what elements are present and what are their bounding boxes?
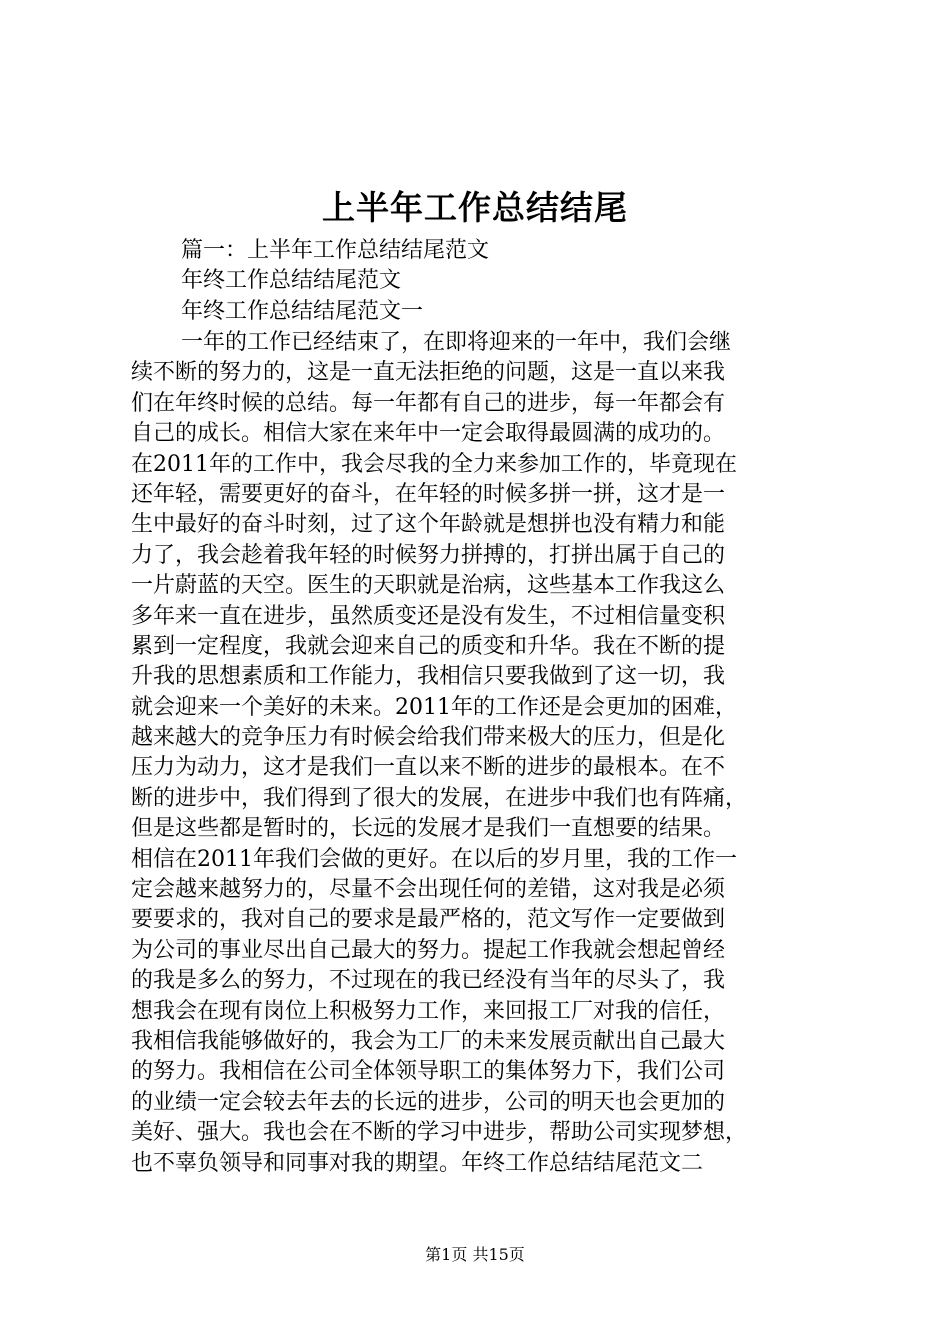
body-line: 想我会在现有岗位上积极努力工作，来回报工厂对我的信任，	[131, 998, 726, 1024]
body-line: 还年轻，需要更好的奋斗，在年轻的时候多拼一拼，这才是一	[131, 481, 726, 507]
page-footer: 第1页 共15页	[425, 1245, 525, 1264]
section-heading-3: 年终工作总结结尾范文一	[181, 299, 424, 324]
body-line: 美好、强大。我也会在不断的学习中进步，帮助公司实现梦想，	[131, 1120, 748, 1146]
body-line: 的业绩一定会较去年去的长远的进步，公司的明天也会更加的	[131, 1089, 726, 1115]
body-line: 一片蔚蓝的天空。医生的天职就是治病，这些基本工作我这么	[131, 573, 726, 599]
body-line: 在2011年的工作中，我会尽我的全力来参加工作的，毕竟现在	[131, 451, 737, 477]
body-line: 但是这些都是暂时的，长远的发展才是我们一直想要的结果。	[131, 816, 726, 842]
body-line: 相信在2011年我们会做的更好。在以后的岁月里，我的工作一	[131, 846, 737, 872]
section-heading-1: 篇一：上半年工作总结结尾范文	[181, 238, 490, 263]
body-line: 生中最好的奋斗时刻，过了这个年龄就是想拼也没有精力和能	[131, 512, 726, 538]
body-line: 定会越来越努力的，尽量不会出现任何的差错，这对我是必须	[131, 877, 726, 903]
body-line: 也不辜负领导和同事对我的期望。年终工作总结结尾范文二	[131, 1150, 704, 1176]
body-line: 续不断的努力的，这是一直无法拒绝的问题，这是一直以来我	[131, 360, 726, 386]
body-line: 自己的成长。相信大家在来年中一定会取得最圆满的成功的。	[131, 421, 726, 447]
body-paragraph	[131, 328, 831, 1179]
body-line: 要要求的，我对自己的要求是最严格的，范文写作一定要做到	[131, 907, 726, 933]
body-line: 我相信我能够做好的，我会为工厂的未来发展贡献出自己最大	[131, 1028, 726, 1054]
body-line: 升我的思想素质和工作能力，我相信只要我做到了这一切，我	[131, 664, 726, 690]
body-line: 累到一定程度，我就会迎来自己的质变和升华。我在不断的提	[131, 633, 726, 659]
body-line: 一年的工作已经结束了，在即将迎来的一年中，我们会继	[181, 330, 732, 355]
body-line: 力了，我会趁着我年轻的时候努力拼搏的，打拼出属于自己的	[131, 542, 726, 568]
section-heading-2: 年终工作总结结尾范文	[181, 268, 402, 293]
body-line: 的我是多么的努力，不过现在的我已经没有当年的尽头了，我	[131, 968, 726, 994]
body-line: 就会迎来一个美好的未来。2011年的工作还是会更加的困难，	[131, 694, 737, 720]
body-line: 为公司的事业尽出自己最大的努力。提起工作我就会想起曾经	[131, 937, 726, 963]
document-title: 上半年工作总结结尾	[322, 188, 628, 227]
body-line: 多年来一直在进步，虽然质变还是没有发生，不过相信量变积	[131, 603, 726, 629]
body-line: 断的进步中，我们得到了很大的发展，在进步中我们也有阵痛，	[131, 785, 748, 811]
body-line: 们在年终时候的总结。每一年都有自己的进步，每一年都会有	[131, 390, 726, 416]
body-line: 越来越大的竞争压力有时候会给我们带来极大的压力，但是化	[131, 725, 726, 751]
body-line: 压力为动力，这才是我们一直以来不断的进步的最根本。在不	[131, 755, 726, 781]
body-line: 的努力。我相信在公司全体领导职工的集体努力下，我们公司	[131, 1059, 726, 1085]
